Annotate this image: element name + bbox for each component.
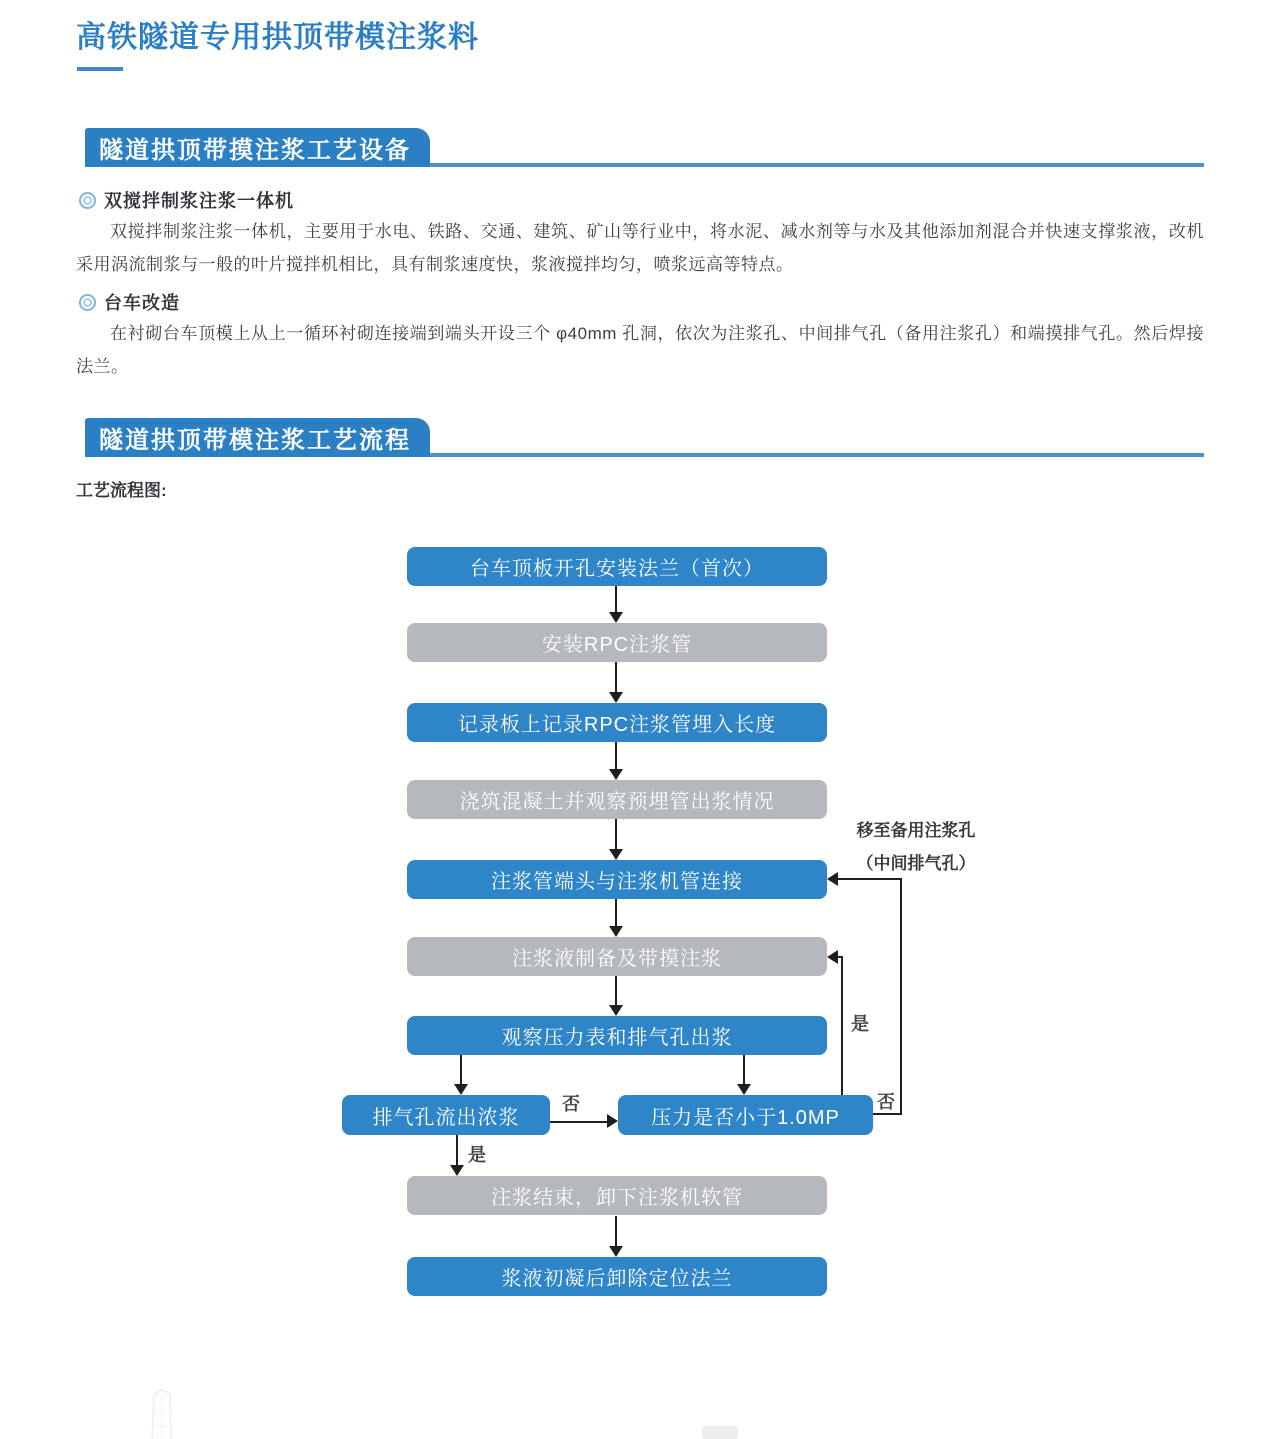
arrow-line [743,1055,745,1084]
flow-node: 浆液初凝后卸除定位法兰 [407,1257,827,1296]
feedback-annotation [836,814,996,880]
paragraph-mixer: 双搅拌制浆注浆一体机，主要用于水电、铁路、交通、建筑、矿山等行业中，将水泥、减水剂等与水及其他添加剂混合并快速支撑浆液，改机采用涡流制浆与一般的叶片搅拌机相比，具有制浆速度快，浆液搅拌均匀，喷浆远高等特点。 [76,222,1204,274]
flow-node: 观察压力表和排气孔出浆 [407,1016,827,1055]
arrow-down-icon [609,769,623,780]
decision-label-yes: 是 [468,1145,486,1165]
arrow-line [460,1055,462,1084]
bullet-heading-mixer: 双搅拌制浆注浆一体机 [104,191,294,211]
title-underline [77,67,123,71]
footer-smudge [702,1426,738,1439]
section-header-process: 隧道拱顶带模注浆工艺流程 [85,418,430,457]
arrow-left-icon [827,950,838,964]
arrow-down-icon [454,1084,468,1095]
arrow-line [615,976,617,1005]
arrow-down-icon [609,849,623,860]
flow-node: 台车顶板开孔安装法兰（首次） [407,547,827,586]
building-watermark [140,1388,186,1439]
decision-label-yes-feedback: 是 [851,1014,869,1034]
section-header-equipment: 隧道拱顶带摸注浆工艺设备 [85,128,430,167]
arrow-line [615,662,617,692]
feedback-line-yes [841,957,843,1095]
arrow-line [615,1216,617,1246]
paragraph-trolley: 在衬砌台车顶模上从上一循环衬砌连接端到端头开设三个 φ40mm 孔洞，依次为注浆孔、中间排气孔（备用注浆孔）和端摸排气孔。然后焊接法兰。 [76,324,1204,376]
arrow-right-icon [607,1114,618,1128]
flow-node: 安装RPC注浆管 [407,623,827,662]
flow-node: 排气孔流出浓浆 [342,1095,550,1135]
arrow-line [615,586,617,612]
arrow-line [456,1135,458,1165]
flow-node: 注浆管端头与注浆机管连接 [407,860,827,899]
page-title: 高铁隧道专用拱顶带模注浆料 [76,21,479,54]
arrow-down-icon [609,692,623,703]
arrow-down-icon [450,1165,464,1176]
decision-label-no: 否 [562,1094,580,1114]
decision-label-no-feedback: 否 [877,1092,895,1112]
double-circle-bullet-icon [79,294,96,311]
flow-node: 记录板上记录RPC注浆管埋入长度 [407,703,827,742]
flowchart-caption: 工艺流程图: [76,481,167,500]
flow-node: 浇筑混凝土并观察预埋管出浆情况 [407,780,827,819]
flow-node: 压力是否小于1.0MP [618,1095,873,1135]
arrow-down-icon [609,612,623,623]
feedback-line-no [900,879,902,1114]
flow-node: 注浆液制备及带摸注浆 [407,937,827,976]
flow-node: 注浆结束，卸下注浆机软管 [407,1176,827,1215]
arrow-line [615,819,617,849]
bullet-heading-trolley: 台车改造 [104,293,180,313]
feedback-annotation-line2: （中间排气孔） [856,854,976,873]
feedback-annotation-line1: 移至备用注浆孔 [856,821,976,840]
double-circle-bullet-icon [79,192,96,209]
arrow-down-icon [609,1246,623,1257]
arrow-down-icon [609,1005,623,1016]
arrow-down-icon [737,1084,751,1095]
arrow-line [615,742,617,769]
arrow-line [615,899,617,926]
feedback-line-yes [838,956,843,958]
arrow-down-icon [609,926,623,937]
arrow-line [550,1121,607,1123]
